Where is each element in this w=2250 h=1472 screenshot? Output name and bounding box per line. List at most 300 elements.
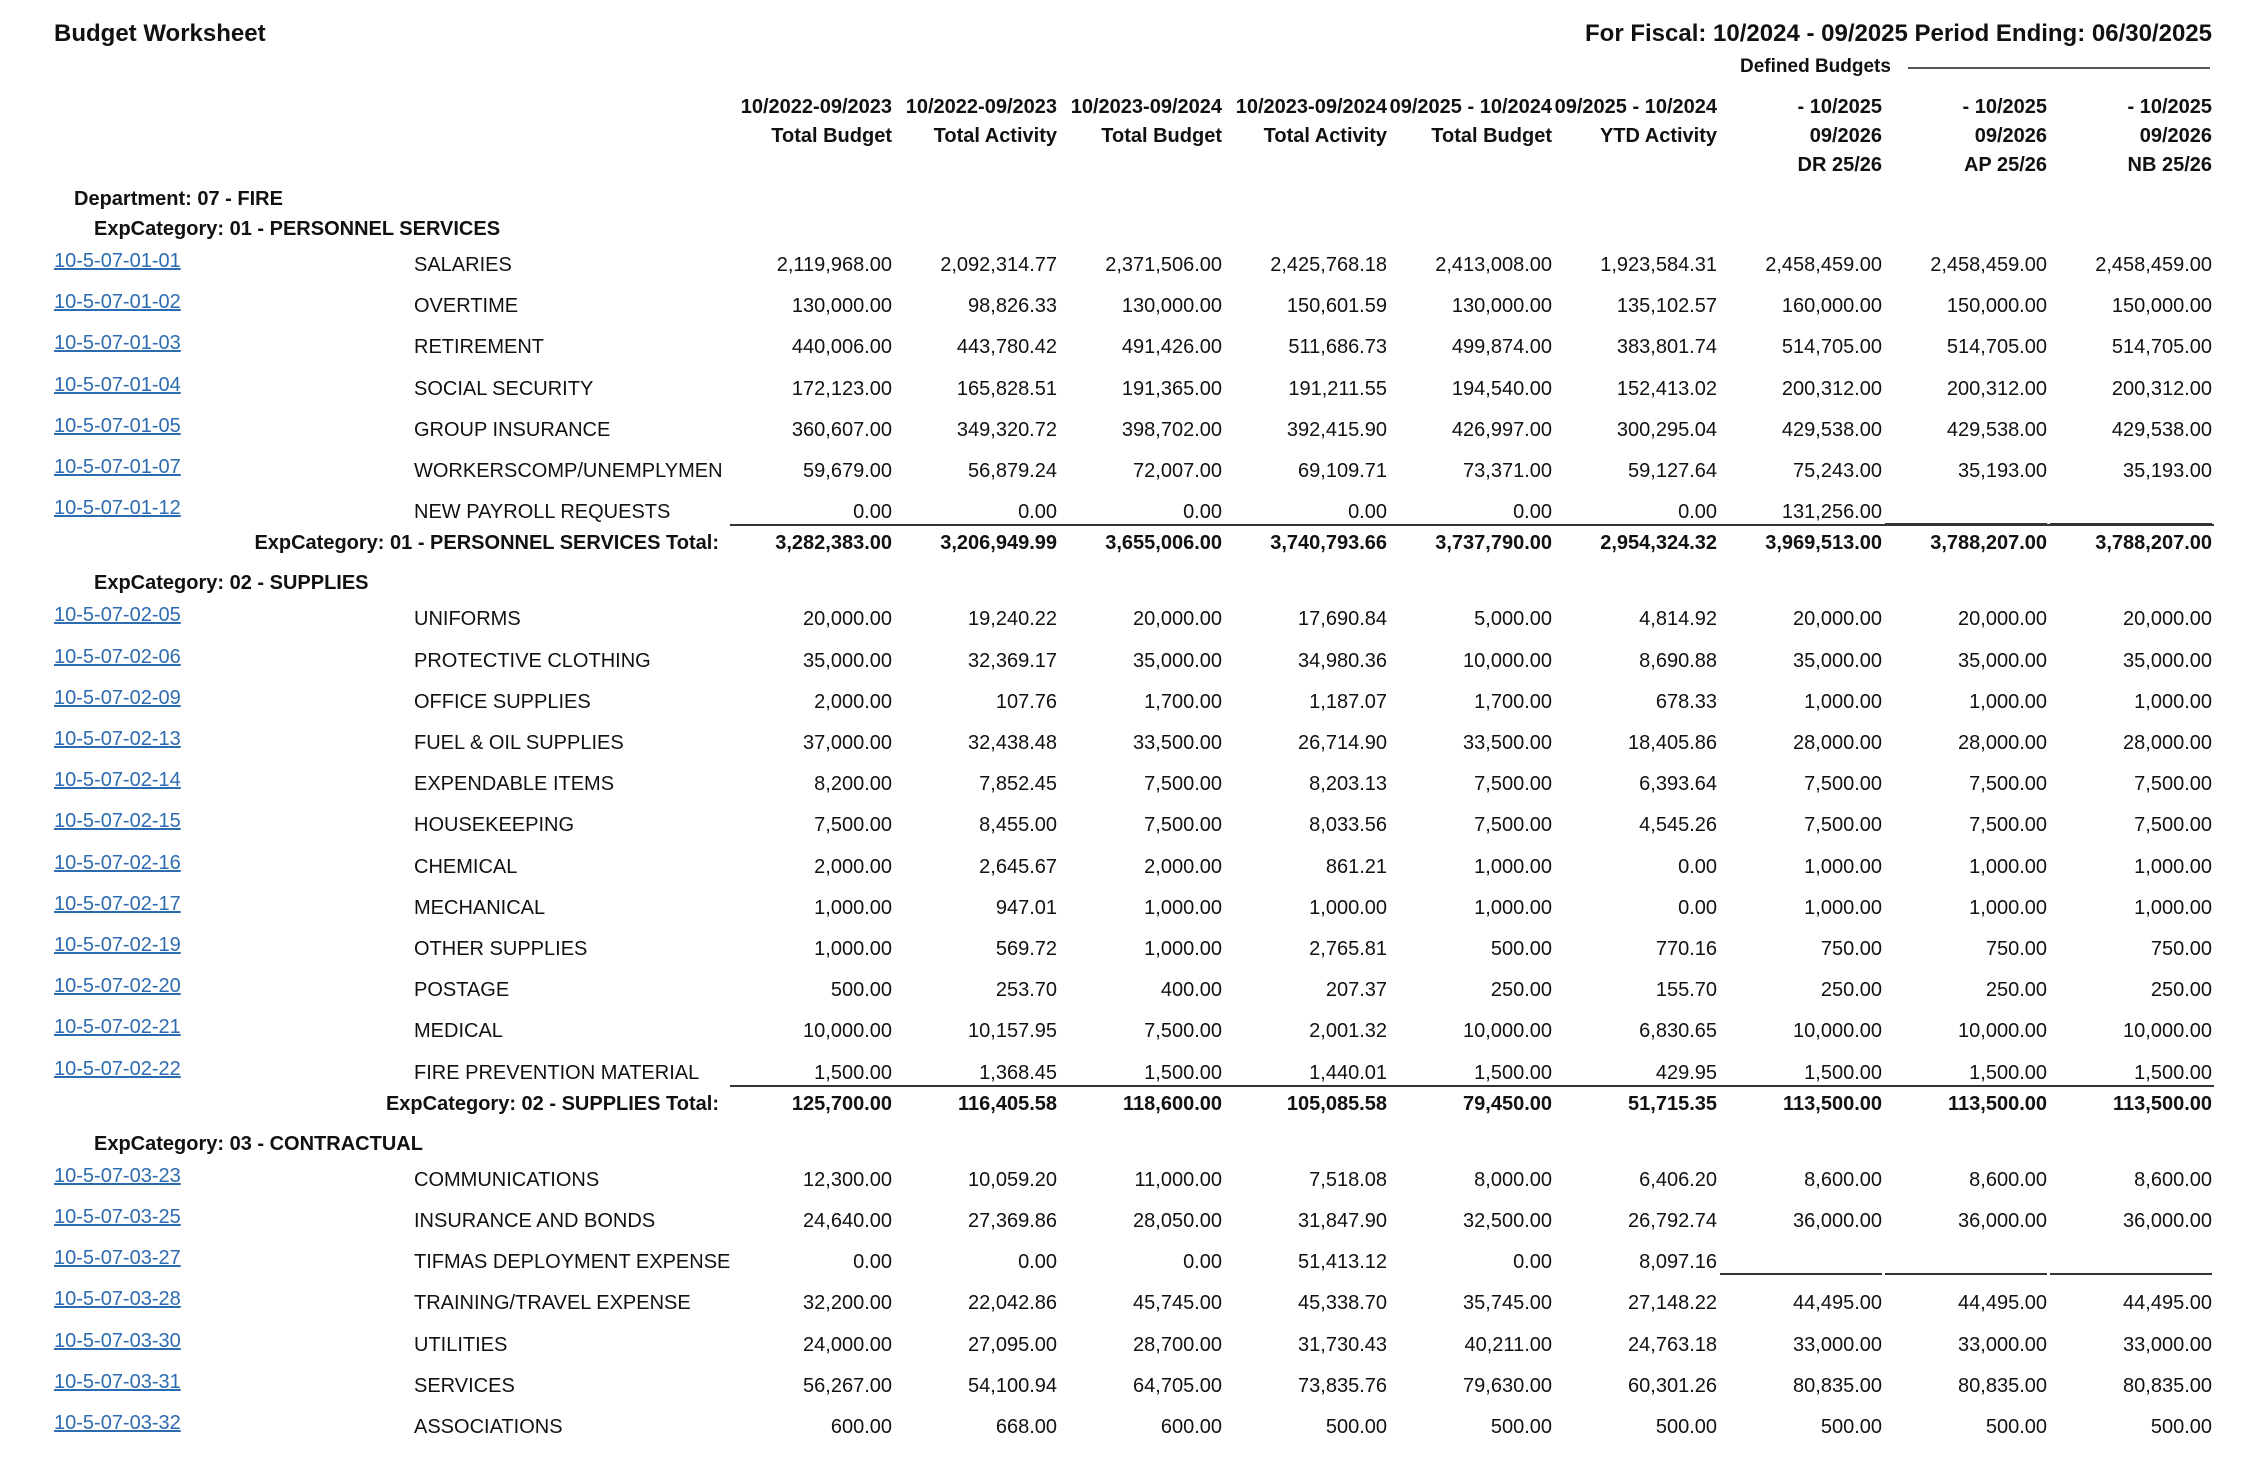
amount-cell: 10,059.20 — [968, 1168, 1057, 1191]
amount-cell: 750.00 — [2150, 938, 2212, 960]
amount-cell: 191,211.55 — [1288, 377, 1387, 400]
amount-cell: 24,763.18 — [1628, 1333, 1717, 1356]
subtotal-rule — [730, 524, 2214, 526]
amount-cell: 44,495.00 — [1958, 1292, 2047, 1315]
amount-cell: 2,425,768.18 — [1270, 254, 1387, 276]
amount-cell: 668.00 — [995, 1416, 1057, 1438]
amount-cell: 7,500.00 — [2134, 814, 2212, 837]
amount-cell: 107.76 — [995, 690, 1057, 713]
amount-cell: 250.00 — [1820, 979, 1882, 1002]
line-item-description: SERVICES — [414, 1374, 515, 1397]
category-total-amount: 113,500.00 — [1783, 1092, 1882, 1115]
amount-cell: 2,765.81 — [1309, 938, 1387, 960]
amount-cell: 31,730.43 — [1298, 1333, 1387, 1356]
amount-cell: 32,438.48 — [968, 732, 1057, 754]
amount-cell: 2,000.00 — [814, 855, 892, 878]
account-link[interactable]: 10-5-07-02-14 — [54, 769, 181, 792]
amount-cell: 7,500.00 — [814, 814, 892, 837]
account-link[interactable]: 10-5-07-02-15 — [54, 810, 181, 833]
amount-cell: 383,801.74 — [1616, 336, 1717, 359]
line-item-description: OTHER SUPPLIES — [414, 938, 588, 960]
amount-cell: 72,007.00 — [1133, 460, 1222, 482]
amount-cell: 426,997.00 — [1451, 418, 1552, 441]
amount-cell: 2,645.67 — [979, 855, 1057, 878]
amount-cell: 0.00 — [853, 501, 892, 524]
amount-cell: 80,835.00 — [1793, 1374, 1882, 1397]
amount-cell: 0.00 — [1348, 501, 1387, 524]
amount-cell: 4,545.26 — [1639, 814, 1717, 837]
amount-cell: 440,006.00 — [791, 336, 892, 359]
amount-cell: 1,000.00 — [814, 938, 892, 960]
amount-cell: 10,000.00 — [1793, 1020, 1882, 1043]
amount-cell: 8,203.13 — [1309, 773, 1387, 796]
amount-cell: 51,413.12 — [1298, 1251, 1387, 1274]
amount-cell: 56,879.24 — [968, 460, 1057, 482]
amount-cell: 33,500.00 — [1463, 732, 1552, 754]
amount-cell: 31,847.90 — [1298, 1210, 1387, 1232]
account-link[interactable]: 10-5-07-02-20 — [54, 975, 181, 998]
amount-cell: 32,200.00 — [803, 1292, 892, 1315]
account-link[interactable]: 10-5-07-03-28 — [54, 1288, 181, 1311]
amount-cell: 45,745.00 — [1133, 1292, 1222, 1315]
amount-cell: 27,095.00 — [968, 1333, 1057, 1356]
account-link[interactable]: 10-5-07-01-02 — [54, 291, 181, 314]
account-link[interactable]: 10-5-07-01-05 — [54, 414, 181, 437]
amount-cell: 2,371,506.00 — [1105, 254, 1222, 276]
amount-cell: 360,607.00 — [791, 418, 892, 441]
amount-cell: 130,000.00 — [1451, 295, 1552, 318]
amount-cell: 20,000.00 — [1958, 608, 2047, 631]
category-total-amount: 113,500.00 — [1948, 1092, 2047, 1115]
amount-cell: 1,000.00 — [1804, 690, 1882, 713]
amount-cell: 98,826.33 — [968, 295, 1057, 318]
amount-cell: 4,814.92 — [1639, 608, 1717, 631]
amount-cell: 1,000.00 — [2134, 690, 2212, 713]
amount-cell: 59,679.00 — [803, 460, 892, 482]
amount-cell: 37,000.00 — [803, 732, 892, 754]
account-link[interactable]: 10-5-07-02-16 — [54, 851, 181, 874]
amount-cell: 10,157.95 — [968, 1020, 1057, 1043]
amount-cell: 54,100.94 — [968, 1374, 1057, 1397]
amount-cell: 20,000.00 — [803, 608, 892, 631]
amount-cell: 207.37 — [1325, 979, 1387, 1002]
amount-cell: 6,393.64 — [1639, 773, 1717, 796]
amount-cell: 7,500.00 — [1144, 1020, 1222, 1043]
amount-cell: 1,923,584.31 — [1600, 254, 1717, 276]
amount-cell: 1,700.00 — [1144, 690, 1222, 713]
amount-cell: 1,000.00 — [1969, 855, 2047, 878]
account-link[interactable]: 10-5-07-01-12 — [54, 497, 181, 520]
column-header-line1: 10/2024 - 09/2025 — [1389, 96, 1552, 118]
account-link[interactable]: 10-5-07-02-05 — [54, 604, 181, 627]
category-total-amount: 105,085.58 — [1286, 1092, 1387, 1115]
amount-cell: 514,705.00 — [1946, 336, 2047, 359]
amount-cell: 250.00 — [2150, 979, 2212, 1002]
amount-cell: 194,540.00 — [1451, 377, 1552, 400]
amount-cell: 1,000.00 — [1969, 896, 2047, 919]
category-total-amount: 3,969,513.00 — [1765, 532, 1882, 555]
account-link[interactable]: 10-5-07-02-06 — [54, 645, 181, 668]
category-label: ExpCategory: 02 - SUPPLIES — [94, 572, 369, 595]
amount-cell: 7,500.00 — [2134, 773, 2212, 796]
amount-cell: 152,413.02 — [1616, 377, 1717, 400]
amount-cell: 0.00 — [1018, 501, 1057, 524]
amount-cell: 59,127.64 — [1628, 460, 1717, 482]
amount-cell: 5,000.00 — [1474, 608, 1552, 631]
amount-cell: 20,000.00 — [2123, 608, 2212, 631]
category-total-amount: 125,700.00 — [791, 1092, 892, 1115]
category-total-amount: 3,282,383.00 — [775, 532, 892, 555]
category-label: ExpCategory: 03 - CONTRACTUAL — [94, 1132, 423, 1155]
amount-cell: 514,705.00 — [2111, 336, 2212, 359]
amount-cell: 200,312.00 — [2111, 377, 2212, 400]
defined-budgets-label: Defined Budgets — [1740, 56, 1891, 77]
amount-cell: 1,000.00 — [1804, 855, 1882, 878]
amount-cell: 150,000.00 — [2111, 295, 2212, 318]
category-total-amount: 116,405.58 — [958, 1092, 1057, 1115]
amount-cell: 7,852.45 — [979, 773, 1057, 796]
account-link[interactable]: 10-5-07-02-17 — [54, 892, 181, 915]
amount-cell: 35,000.00 — [803, 649, 892, 672]
column-header-line2: 09/2026 — [2139, 125, 2212, 147]
line-item-description: SOCIAL SECURITY — [414, 377, 594, 400]
column-header-line2: Total Budget — [1101, 125, 1222, 147]
line-item-description: UTILITIES — [414, 1333, 508, 1356]
amount-cell: 6,406.20 — [1639, 1168, 1717, 1191]
account-link[interactable]: 10-5-07-01-03 — [54, 332, 181, 355]
amount-cell: 27,369.86 — [968, 1210, 1057, 1232]
amount-cell: 18,405.86 — [1628, 732, 1717, 754]
blank-cell-rule — [2050, 1273, 2212, 1275]
amount-cell: 155.70 — [1655, 979, 1717, 1002]
amount-cell: 36,000.00 — [1958, 1210, 2047, 1232]
account-link[interactable]: 10-5-07-02-09 — [54, 686, 181, 709]
fiscal-period-info: For Fiscal: 10/2024 - 09/2025 Period Ending: 06/30/2025 — [1585, 20, 2212, 47]
amount-cell: 2,458,459.00 — [1765, 254, 1882, 276]
amount-cell: 32,369.17 — [968, 649, 1057, 672]
amount-cell: 35,000.00 — [1133, 649, 1222, 672]
amount-cell: 2,001.32 — [1309, 1020, 1387, 1043]
amount-cell: 64,705.00 — [1133, 1374, 1222, 1397]
amount-cell: 7,500.00 — [1969, 814, 2047, 837]
amount-cell: 28,700.00 — [1133, 1333, 1222, 1356]
amount-cell: 514,705.00 — [1781, 336, 1882, 359]
amount-cell: 45,338.70 — [1298, 1292, 1387, 1315]
column-header-line2: Total Budget — [1431, 125, 1552, 147]
column-header-line1: 10/2023-09/2024 — [1070, 96, 1222, 118]
amount-cell: 8,033.56 — [1309, 814, 1387, 837]
amount-cell: 79,630.00 — [1463, 1374, 1552, 1397]
amount-cell: 600.00 — [1160, 1416, 1222, 1438]
amount-cell: 2,458,459.00 — [2095, 254, 2212, 276]
amount-cell: 7,500.00 — [1474, 814, 1552, 837]
amount-cell: 11,000.00 — [1134, 1168, 1222, 1191]
column-header-line1: 10/2024 - 09/2025 — [1554, 96, 1717, 118]
blank-cell-rule — [1885, 1273, 2047, 1275]
amount-cell: 33,000.00 — [1958, 1333, 2047, 1356]
amount-cell: 1,000.00 — [1804, 896, 1882, 919]
category-total-amount: 3,788,207.00 — [2095, 532, 2212, 555]
amount-cell: 150,000.00 — [1946, 295, 2047, 318]
amount-cell: 1,700.00 — [1474, 690, 1552, 713]
category-total-amount: 118,600.00 — [1123, 1092, 1222, 1115]
account-link[interactable]: 10-5-07-03-32 — [54, 1412, 181, 1434]
amount-cell: 26,792.74 — [1628, 1210, 1717, 1232]
amount-cell: 491,426.00 — [1121, 336, 1222, 359]
amount-cell: 1,000.00 — [1474, 855, 1552, 878]
amount-cell: 35,000.00 — [2123, 649, 2212, 672]
amount-cell: 392,415.90 — [1286, 418, 1387, 441]
account-link[interactable]: 10-5-07-03-23 — [54, 1164, 181, 1187]
amount-cell: 511,686.73 — [1288, 336, 1387, 359]
account-link[interactable]: 10-5-07-01-04 — [54, 373, 181, 396]
amount-cell: 24,000.00 — [803, 1333, 892, 1356]
account-link[interactable]: 10-5-07-02-19 — [54, 934, 181, 956]
column-header-line3: DR 25/26 — [1797, 154, 1882, 176]
account-link[interactable]: 10-5-07-02-21 — [54, 1016, 181, 1039]
amount-cell: 135,102.57 — [1616, 295, 1717, 318]
amount-cell: 26,714.90 — [1298, 732, 1387, 754]
amount-cell: 429.95 — [1655, 1061, 1717, 1084]
category-total-amount: 3,737,790.00 — [1435, 532, 1552, 555]
amount-cell: 947.01 — [995, 896, 1057, 919]
subtotal-rule — [730, 1085, 2214, 1087]
category-total-amount: 3,206,949.99 — [940, 532, 1057, 555]
column-header-line1: 10/2025 - — [2127, 96, 2212, 118]
amount-cell: 429,538.00 — [1781, 418, 1882, 441]
amount-cell: 349,320.72 — [956, 418, 1057, 441]
amount-cell: 678.33 — [1655, 690, 1717, 713]
amount-cell: 130,000.00 — [791, 295, 892, 318]
amount-cell: 7,500.00 — [1804, 773, 1882, 796]
amount-cell: 33,500.00 — [1133, 732, 1222, 754]
column-header-line1: 10/2025 - — [1962, 96, 2047, 118]
line-item-description: NEW PAYROLL REQUESTS — [414, 501, 671, 524]
account-link[interactable]: 10-5-07-03-27 — [54, 1247, 181, 1270]
amount-cell: 1,000.00 — [1474, 896, 1552, 919]
column-header-line1: 10/2022-09/2023 — [905, 96, 1057, 118]
amount-cell: 200,312.00 — [1781, 377, 1882, 400]
line-item-description: WORKERSCOMP/UNEMPLYMEN — [414, 460, 723, 482]
amount-cell: 1,500.00 — [1474, 1061, 1552, 1084]
amount-cell: 770.16 — [1655, 938, 1717, 960]
amount-cell: 8,455.00 — [979, 814, 1057, 837]
amount-cell: 500.00 — [1655, 1416, 1717, 1438]
amount-cell: 191,365.00 — [1121, 377, 1222, 400]
amount-cell: 35,000.00 — [1958, 649, 2047, 672]
amount-cell: 500.00 — [2150, 1416, 2212, 1438]
amount-cell: 36,000.00 — [2123, 1210, 2212, 1232]
amount-cell: 80,835.00 — [2123, 1374, 2212, 1397]
amount-cell: 1,000.00 — [1309, 896, 1387, 919]
amount-cell: 0.00 — [1183, 1251, 1222, 1274]
category-total-amount: 51,715.35 — [1628, 1092, 1717, 1115]
amount-cell: 34,980.36 — [1298, 649, 1387, 672]
amount-cell: 429,538.00 — [2111, 418, 2212, 441]
amount-cell: 443,780.42 — [956, 336, 1057, 359]
amount-cell: 1,500.00 — [814, 1061, 892, 1084]
column-header-line3: AP 25/26 — [1963, 154, 2047, 176]
amount-cell: 8,600.00 — [1969, 1168, 2047, 1191]
column-header-line1: 10/2023-09/2024 — [1235, 96, 1387, 118]
amount-cell: 750.00 — [1820, 938, 1882, 960]
line-item-description: OFFICE SUPPLIES — [414, 690, 591, 713]
amount-cell: 131,256.00 — [1781, 501, 1882, 524]
amount-cell: 1,000.00 — [2134, 855, 2212, 878]
line-item-description: OVERTIME — [414, 295, 519, 318]
amount-cell: 1,000.00 — [1144, 896, 1222, 919]
account-link[interactable]: 10-5-07-02-13 — [54, 728, 181, 750]
amount-cell: 35,745.00 — [1463, 1292, 1552, 1315]
amount-cell: 17,690.84 — [1298, 608, 1387, 631]
amount-cell: 861.21 — [1325, 855, 1387, 878]
category-total-amount: 79,450.00 — [1463, 1092, 1552, 1115]
amount-cell: 12,300.00 — [803, 1168, 892, 1191]
amount-cell: 56,267.00 — [803, 1374, 892, 1397]
amount-cell: 2,092,314.77 — [940, 254, 1057, 276]
amount-cell: 69,109.71 — [1298, 460, 1387, 482]
amount-cell: 1,000.00 — [1969, 690, 2047, 713]
amount-cell: 0.00 — [1678, 855, 1717, 878]
amount-cell: 28,000.00 — [1793, 732, 1882, 754]
amount-cell: 1,000.00 — [2134, 896, 2212, 919]
amount-cell: 2,458,459.00 — [1930, 254, 2047, 276]
blank-cell-rule — [1720, 1273, 1882, 1275]
report-title: Budget Worksheet — [54, 20, 266, 47]
amount-cell: 35,193.00 — [1958, 460, 2047, 482]
amount-cell: 8,200.00 — [814, 773, 892, 796]
amount-cell: 1,500.00 — [1804, 1061, 1882, 1084]
amount-cell: 8,600.00 — [1804, 1168, 1882, 1191]
amount-cell: 44,495.00 — [1793, 1292, 1882, 1315]
account-link[interactable]: 10-5-07-02-22 — [54, 1057, 181, 1080]
amount-cell: 22,042.86 — [968, 1292, 1057, 1315]
line-item-description: GROUP INSURANCE — [414, 418, 611, 441]
amount-cell: 7,500.00 — [1969, 773, 2047, 796]
amount-cell: 20,000.00 — [1133, 608, 1222, 631]
category-total-amount: 3,788,207.00 — [1930, 532, 2047, 555]
amount-cell: 75,243.00 — [1793, 460, 1882, 482]
amount-cell: 1,187.07 — [1309, 690, 1387, 713]
amount-cell: 20,000.00 — [1793, 608, 1882, 631]
amount-cell: 400.00 — [1160, 979, 1222, 1002]
amount-cell: 500.00 — [1325, 1416, 1387, 1438]
amount-cell: 36,000.00 — [1793, 1210, 1882, 1232]
line-item-description: SALARIES — [414, 254, 512, 276]
line-item-description: MECHANICAL — [414, 896, 546, 919]
amount-cell: 40,211.00 — [1464, 1333, 1552, 1356]
amount-cell: 33,000.00 — [2123, 1333, 2212, 1356]
amount-cell: 6,830.65 — [1639, 1020, 1717, 1043]
amount-cell: 398,702.00 — [1121, 418, 1222, 441]
column-header-line2: Total Activity — [1263, 125, 1387, 147]
amount-cell: 0.00 — [1678, 501, 1717, 524]
amount-cell: 500.00 — [830, 979, 892, 1002]
amount-cell: 80,835.00 — [1958, 1374, 2047, 1397]
amount-cell: 569.72 — [995, 938, 1057, 960]
column-header-line2: Total Budget — [771, 125, 892, 147]
line-item-description: FIRE PREVENTION MATERIAL — [414, 1061, 700, 1084]
category-total-amount: 2,954,324.32 — [1600, 532, 1717, 555]
line-item-description: UNIFORMS — [414, 608, 521, 631]
amount-cell: 10,000.00 — [803, 1020, 892, 1043]
amount-cell: 130,000.00 — [1121, 295, 1222, 318]
amount-cell: 250.00 — [1985, 979, 2047, 1002]
amount-cell: 7,500.00 — [1144, 814, 1222, 837]
category-total-amount: 3,740,793.66 — [1270, 532, 1387, 555]
amount-cell: 429,538.00 — [1946, 418, 2047, 441]
amount-cell: 1,368.45 — [979, 1061, 1057, 1084]
amount-cell: 8,097.16 — [1639, 1251, 1717, 1274]
amount-cell: 1,500.00 — [1144, 1061, 1222, 1084]
amount-cell: 0.00 — [1513, 1251, 1552, 1274]
line-item-description: FUEL & OIL SUPPLIES — [414, 732, 624, 754]
line-item-description: EXPENDABLE ITEMS — [414, 773, 615, 796]
amount-cell: 7,500.00 — [1144, 773, 1222, 796]
amount-cell: 160,000.00 — [1781, 295, 1882, 318]
amount-cell: 2,000.00 — [814, 690, 892, 713]
amount-cell: 8,600.00 — [2134, 1168, 2212, 1191]
amount-cell: 10,000.00 — [1958, 1020, 2047, 1043]
amount-cell: 1,440.01 — [1309, 1061, 1387, 1084]
amount-cell: 500.00 — [1820, 1416, 1882, 1438]
column-header-line2: YTD Activity — [1599, 125, 1717, 147]
line-item-description: ASSOCIATIONS — [414, 1416, 563, 1438]
line-item-description: COMMUNICATIONS — [414, 1168, 600, 1191]
account-link[interactable]: 10-5-07-01-01 — [54, 250, 181, 272]
amount-cell: 600.00 — [830, 1416, 892, 1438]
category-total-label: ExpCategory: 01 - PERSONNEL SERVICES Total: — [254, 532, 719, 555]
category-label: ExpCategory: 01 - PERSONNEL SERVICES — [94, 218, 501, 240]
amount-cell: 19,240.22 — [968, 608, 1057, 631]
amount-cell: 73,835.76 — [1298, 1374, 1387, 1397]
amount-cell: 35,193.00 — [2123, 460, 2212, 482]
amount-cell: 750.00 — [1985, 938, 2047, 960]
column-header-line2: Total Activity — [933, 125, 1057, 147]
amount-cell: 1,500.00 — [2134, 1061, 2212, 1084]
amount-cell: 8,690.88 — [1639, 649, 1717, 672]
amount-cell: 1,000.00 — [814, 896, 892, 919]
amount-cell: 7,500.00 — [1474, 773, 1552, 796]
line-item-description: MEDICAL — [414, 1020, 503, 1043]
amount-cell: 499,874.00 — [1451, 336, 1552, 359]
category-total-amount: 3,655,006.00 — [1105, 532, 1222, 555]
line-item-description: CHEMICAL — [414, 855, 518, 878]
account-link[interactable]: 10-5-07-03-25 — [54, 1206, 181, 1228]
account-link[interactable]: 10-5-07-03-30 — [54, 1329, 181, 1352]
amount-cell: 0.00 — [1018, 1251, 1057, 1274]
account-link[interactable]: 10-5-07-03-31 — [54, 1370, 181, 1393]
amount-cell: 500.00 — [1490, 938, 1552, 960]
account-link[interactable]: 10-5-07-01-07 — [54, 456, 181, 478]
amount-cell: 200,312.00 — [1946, 377, 2047, 400]
amount-cell: 0.00 — [1183, 501, 1222, 524]
department-label: Department: 07 - FIRE — [74, 188, 283, 210]
amount-cell: 0.00 — [853, 1251, 892, 1274]
line-item-description: RETIREMENT — [414, 336, 544, 359]
amount-cell: 0.00 — [1513, 501, 1552, 524]
amount-cell: 253.70 — [995, 979, 1057, 1002]
amount-cell: 28,000.00 — [1958, 732, 2047, 754]
amount-cell: 500.00 — [1490, 1416, 1552, 1438]
column-header-line2: 09/2026 — [1809, 125, 1882, 147]
column-header-line2: 09/2026 — [1974, 125, 2047, 147]
amount-cell: 2,119,968.00 — [776, 254, 892, 276]
line-item-description: POSTAGE — [414, 979, 510, 1002]
line-item-description: HOUSEKEEPING — [414, 814, 575, 837]
amount-cell: 1,000.00 — [1144, 938, 1222, 960]
amount-cell: 300,295.04 — [1616, 418, 1717, 441]
